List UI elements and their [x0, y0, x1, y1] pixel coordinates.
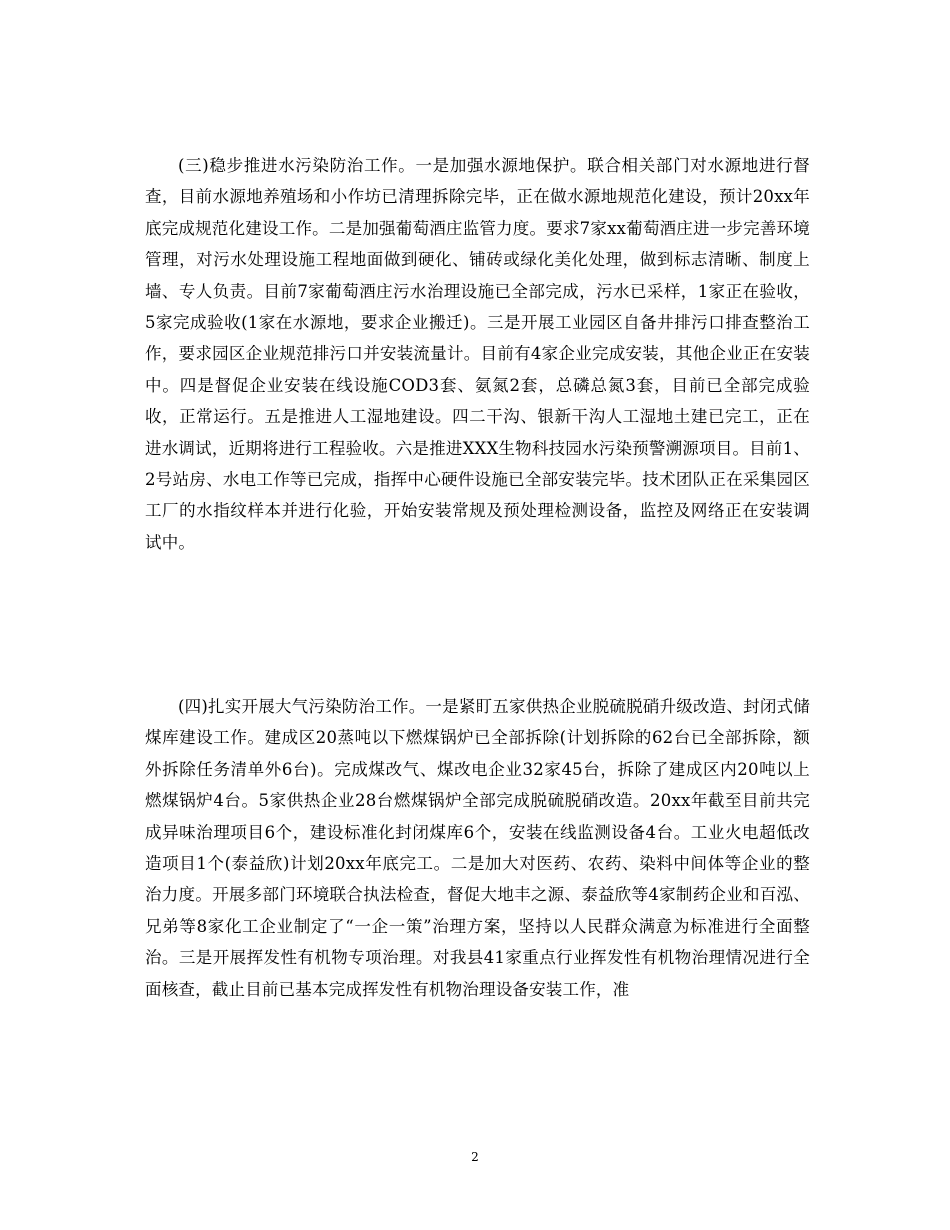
- paragraph-water-pollution: (三)稳步推进水污染防治工作。一是加强水源地保护。联合相关部门对水源地进行督查，目前水源地养殖场和小作坊已清理拆除完毕，正在做水源地规范化建设，预计20xx年底完成规范化建设工作。二是加强葡萄酒庄监管力度。要求7家xx葡萄酒庄进一步完善环境管理，对污水处理设施工程地面做到硬化、铺砖或绿化美化处理，做到标志清晰、制度上墙、专人负责。目前7家葡萄酒庄污水治理设施已全部完成，污水已采样，1家正在验收，5家完成验收(1家在水源地，要求企业搬迁)。三是开展工业园区自备井排污口排查整治工作，要求园区企业规范排污口并安装流量计。目前有4家企业完成安装，其他企业正在安装中。四是督促企业安装在线设施COD3套、氨氮2套，总磷总氮3套，目前已全部完成验收，正常运行。五是推进人工湿地建设。四二干沟、银新干沟人工湿地土建已完工，正在进水调试，近期将进行工程验收。六是推进XXX生物科技园水污染预警溯源项目。目前1、2号站房、水电工作等已完成，指挥中心硬件设施已全部安装完毕。技术团队正在采集园区工厂的水指纹样本并进行化验，开始安装常规及预处理检测设备，监控及网络正在安装调试中。: [145, 156, 810, 552]
- paragraph-air-pollution: (四)扎实开展大气污染防治工作。一是紧盯五家供热企业脱硫脱硝升级改造、封闭式储煤库建设工作。建成区20蒸吨以下燃煤锅炉已全部拆除(计划拆除的62台已全部拆除，额外拆除任务清单外6台)。完成煤改气、煤改电企业32家45台，拆除了建成区内20吨以上燃煤锅炉4台。5家供热企业28台燃煤锅炉全部完成脱硫脱硝改造。20xx年截至目前共完成异味治理项目6个，建设标准化封闭煤库6个，安装在线监测设备4台。工业火电超低改造项目1个(泰益欣)计划20xx年底完工。二是加大对医药、农药、染料中间体等企业的整治力度。开展多部门环境联合执法检查，督促大地丰之源、泰益欣等4家制药企业和百泓、兄弟等8家化工企业制定了“一企一策”治理方案，坚持以人民群众满意为标准进行全面整治。三是开展挥发性有机物专项治理。对我县41家重点行业挥发性有机物治理情况进行全面核查，截止目前已基本完成挥发性有机物治理设备安装工作，准: [145, 697, 810, 999]
- page-number: 2: [471, 1150, 479, 1164]
